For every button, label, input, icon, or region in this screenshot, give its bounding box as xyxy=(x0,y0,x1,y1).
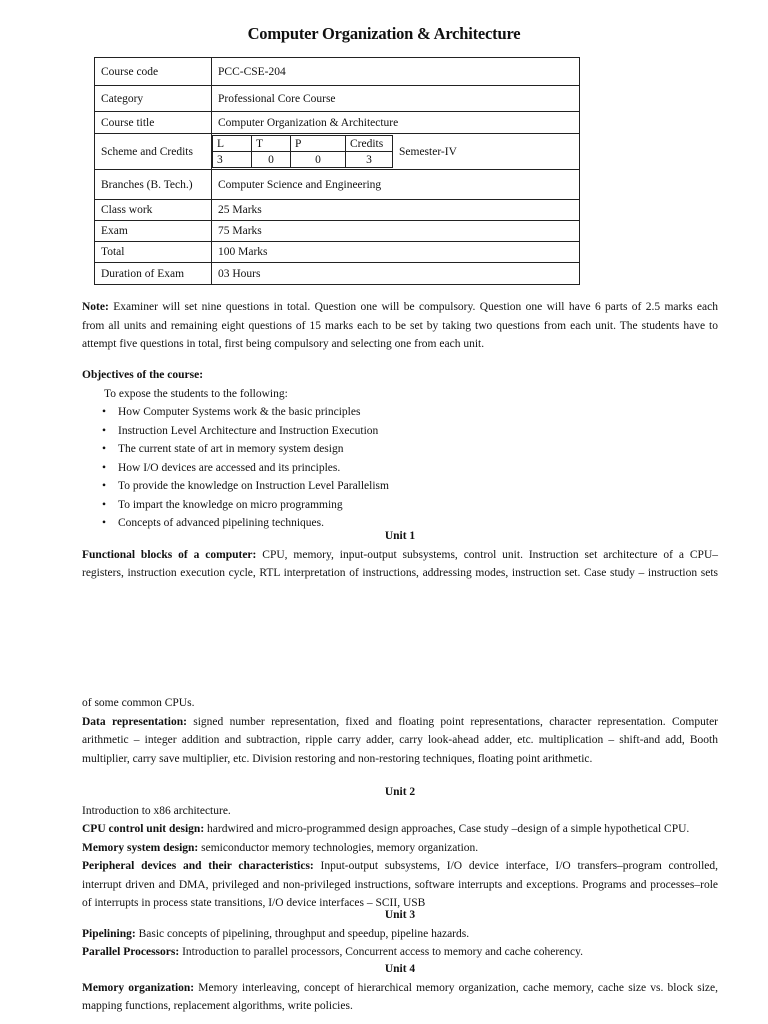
unit4-mo-line-1 xyxy=(82,979,718,998)
list-item: • To provide the knowledge on Instruction Level Parallelism xyxy=(102,477,718,496)
dr-label: Data representation: xyxy=(82,715,187,728)
exam-value: 75 Marks xyxy=(212,221,580,242)
unit2-section xyxy=(82,783,718,913)
cpu-label: CPU control unit design: xyxy=(82,823,205,835)
par-label: Parallel Processors: xyxy=(82,946,180,958)
ltp-header-credits: Credits xyxy=(346,136,393,152)
mo-label: Memory organization: xyxy=(82,981,195,994)
list-item: • Concepts of advanced pipelining techniques. xyxy=(102,514,718,533)
scheme-cell xyxy=(212,134,580,170)
note-line-3: attempt five questions in total, first being compulsory and selecting one from each unit. xyxy=(82,338,485,350)
objectives-list xyxy=(82,403,718,533)
classwork-label: Class work xyxy=(95,200,212,221)
list-item: • The current state of art in memory system design xyxy=(102,440,718,459)
unit3-pip-line xyxy=(82,925,718,944)
list-item: • How Computer Systems work & the basic principles xyxy=(102,403,718,422)
unit2-intro: Introduction to x86 architecture. xyxy=(82,804,231,817)
unit1-fb-line-3: of some common CPUs. xyxy=(82,697,195,709)
course-info-table xyxy=(94,57,580,285)
list-item: • To impart the knowledge on micro programming xyxy=(102,496,718,515)
per-label: Peripheral devices and their characteristics: xyxy=(82,860,314,872)
exam-row xyxy=(95,221,580,242)
course-code-value: PCC-CSE-204 xyxy=(212,58,580,86)
classwork-row xyxy=(95,200,580,221)
ltp-value-p: 0 xyxy=(291,152,346,168)
scheme-row xyxy=(95,134,580,170)
mo-text-1: Memory interleaving, concept of hierarchical memory organization, cache memory, cache size vs. block size, xyxy=(198,981,718,994)
ltp-value-t: 0 xyxy=(252,152,291,168)
list-item: • Instruction Level Architecture and Instruction Execution xyxy=(102,422,718,441)
branches-row xyxy=(95,170,580,200)
ltp-value-l: 3 xyxy=(213,152,252,168)
dr-text-1: signed number representation, fixed and floating point representations, character representation. Computer xyxy=(193,715,718,728)
objectives-intro: To expose the students to the following: xyxy=(104,387,288,400)
branches-label: Branches (B. Tech.) xyxy=(95,170,212,200)
scheme-label: Scheme and Credits xyxy=(95,134,212,170)
fb-text-1: CPU, memory, input-output subsystems, control unit. Instruction set architecture of a CPU– xyxy=(262,548,719,561)
ltp-value-row xyxy=(213,152,393,168)
unit4-heading: Unit 4 xyxy=(384,963,416,975)
unit1-fb-line-2: registers, instruction execution cycle, RTL interpretation of instructions, addressing modes, instruction set. Case study – instruction sets xyxy=(82,567,718,579)
unit2-per-line-1 xyxy=(82,857,718,876)
unit2-heading: Unit 2 xyxy=(384,786,416,798)
mem-text: semiconductor memory technologies, memory organization. xyxy=(201,841,479,854)
category-value: Professional Core Course xyxy=(212,86,580,112)
list-item: • How I/O devices are accessed and its principles. xyxy=(102,459,718,478)
unit3-section xyxy=(82,906,718,962)
course-code-row xyxy=(95,58,580,86)
ltp-value-credits: 3 xyxy=(346,152,393,168)
pip-text: Basic concepts of pipelining, throughput and speedup, pipeline hazards. xyxy=(138,927,470,940)
scheme-wrap xyxy=(212,135,579,168)
course-title-label: Course title xyxy=(95,112,212,134)
ltp-header-p: P xyxy=(291,136,346,152)
unit2-per-line-3: of interrupts in process state transitions, I/O device interfaces – SCII, USB xyxy=(82,897,426,909)
unit1-dr-line-3: multiplier, carry save multiplier, etc. Division restoring and non-restoring techniques, floating point arithmetic. xyxy=(82,752,593,765)
ltp-header-l: L xyxy=(213,136,252,152)
note-paragraph xyxy=(82,298,718,354)
duration-value: 03 Hours xyxy=(212,263,580,285)
exam-label: Exam xyxy=(95,221,212,242)
ltp-header-t: T xyxy=(252,136,291,152)
objectives-heading: Objectives of the course: xyxy=(82,369,204,381)
category-row xyxy=(95,86,580,112)
pip-label: Pipelining: xyxy=(82,927,136,940)
category-label: Category xyxy=(95,86,212,112)
unit2-cpu-line xyxy=(82,820,718,839)
ltp-table xyxy=(212,135,393,168)
course-code-label: Course code xyxy=(95,58,212,86)
unit1-section-bottom xyxy=(82,694,718,768)
course-title-value: Computer Organization & Architecture xyxy=(212,112,580,134)
unit4-mo-line-2: mapping functions, replacement algorithms, write policies. xyxy=(82,1000,353,1012)
par-text: Introduction to parallel processors, Concurrent access to memory and cache coherency. xyxy=(182,946,584,958)
unit4-section xyxy=(82,960,718,1016)
total-label: Total xyxy=(95,242,212,263)
unit1-fb-line-1 xyxy=(82,546,718,565)
ltp-header-row xyxy=(213,136,393,152)
unit3-heading: Unit 3 xyxy=(384,909,416,921)
note-label: Note: xyxy=(82,301,109,313)
page-title: Computer Organization & Architecture xyxy=(247,24,521,43)
note-text-1: Examiner will set nine questions in total. Question one will be compulsory. Question one will have 6 parts of 2.5 marks each xyxy=(113,301,718,313)
duration-label: Duration of Exam xyxy=(95,263,212,285)
semester-value: Semester-IV xyxy=(399,145,457,158)
classwork-value: 25 Marks xyxy=(212,200,580,221)
duration-row xyxy=(95,263,580,285)
branches-value: Computer Science and Engineering xyxy=(212,170,580,200)
total-value: 100 Marks xyxy=(212,242,580,263)
note-line-2: from all units and remaining eight questions of 15 marks each to be set by taking two questions from each unit. The students have to xyxy=(82,319,718,332)
unit2-per-line-2: interrupt driven and DMA, privileged and non-privileged instructions, software interrupts and exceptions. Programs and processes–role xyxy=(82,878,718,891)
total-row xyxy=(95,242,580,263)
note-line-1 xyxy=(82,298,718,317)
course-title-row xyxy=(95,112,580,134)
unit3-par-line xyxy=(82,943,718,962)
unit1-section-top xyxy=(82,527,718,583)
fb-label: Functional blocks of a computer: xyxy=(82,548,257,561)
unit1-dr-line-1 xyxy=(82,713,718,732)
mem-label: Memory system design: xyxy=(82,841,199,854)
cpu-text: hardwired and micro-programmed design approaches, Case study –design of a simple hypothetical CPU. xyxy=(207,823,690,835)
unit1-heading: Unit 1 xyxy=(384,530,416,542)
unit1-dr-line-2: arithmetic – integer addition and subtraction, ripple carry adder, carry look-ahead adder, etc. multiplication – shift-and add, Booth xyxy=(82,734,718,746)
unit2-mem-line xyxy=(82,839,718,858)
per-text-1: Input-output subsystems, I/O device interface, I/O transfers–program controlled, xyxy=(320,860,718,872)
objectives-section xyxy=(82,366,718,533)
